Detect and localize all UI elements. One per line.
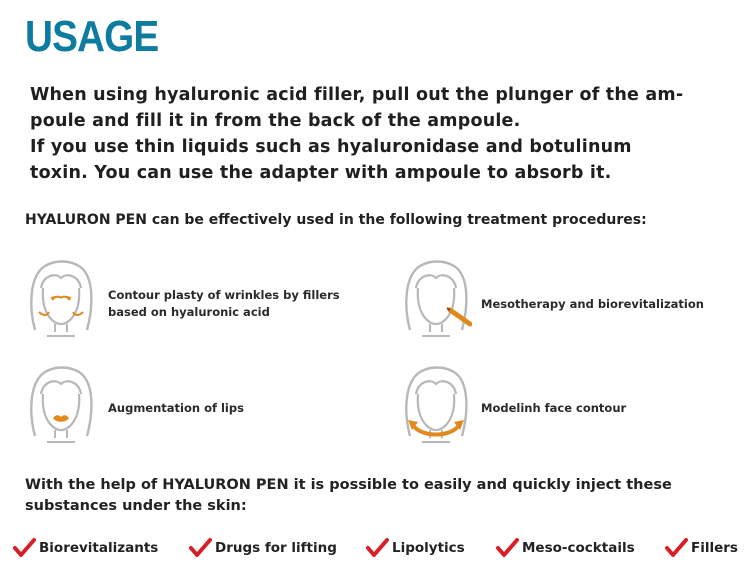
substance-label: Lipolytics [392, 540, 465, 556]
intro-line: toxin. You can use the adapter with ampoule to absorb it. [30, 163, 612, 183]
substance-label: Meso-cocktails [522, 540, 635, 556]
page-title: USAGE [25, 12, 159, 61]
substance-label: Drugs for lifting [215, 540, 337, 556]
substance-item [495, 535, 635, 561]
procedure-label-line: Augmentation of lips [108, 401, 244, 415]
procedure-label-line: Mesotherapy and biorevitalization [481, 297, 704, 311]
checkmark-icon [495, 536, 519, 560]
face-wrinkles-icon [25, 258, 97, 340]
face-lips-icon [25, 364, 97, 446]
help-line: substances under the skin: [25, 498, 247, 514]
checkmark-icon [664, 536, 688, 560]
help-line: With the help of HYALURON PEN it is possible to easily and quickly inject these [25, 477, 672, 493]
procedure-label-contour [481, 400, 626, 417]
intro-line: When using hyaluronic acid filler, pull out the plunger of the am- [30, 85, 684, 105]
face-pen-icon [400, 258, 472, 340]
intro-line: poule and fill it in from the back of the ampoule. [30, 111, 521, 131]
checkmark-icon [12, 536, 36, 560]
procedure-label-mesotherapy [481, 296, 704, 313]
help-paragraph [25, 475, 735, 517]
substance-item [12, 535, 158, 561]
substance-item [188, 535, 337, 561]
procedure-label-line: based on hyaluronic acid [108, 305, 270, 319]
substance-label: Fillers [691, 540, 738, 556]
procedure-label-line: Modelinh face contour [481, 401, 627, 415]
procedure-label-wrinkles [108, 287, 340, 321]
intro-line: If you use thin liquids such as hyaluronidase and botulinum [30, 137, 632, 157]
checkmark-icon [188, 536, 212, 560]
face-contour-icon [400, 364, 472, 446]
procedures-heading: HYALURON PEN can be effectively used in the following treatment procedures: [25, 212, 647, 228]
intro-paragraph [30, 82, 730, 186]
substance-item [365, 535, 465, 561]
substances-list [12, 535, 742, 561]
procedure-label-lips [108, 400, 244, 417]
checkmark-icon [365, 536, 389, 560]
procedure-label-line: Contour plasty of wrinkles by fillers [108, 288, 340, 302]
substance-item [664, 535, 738, 561]
substance-label: Biorevitalizants [39, 540, 159, 556]
